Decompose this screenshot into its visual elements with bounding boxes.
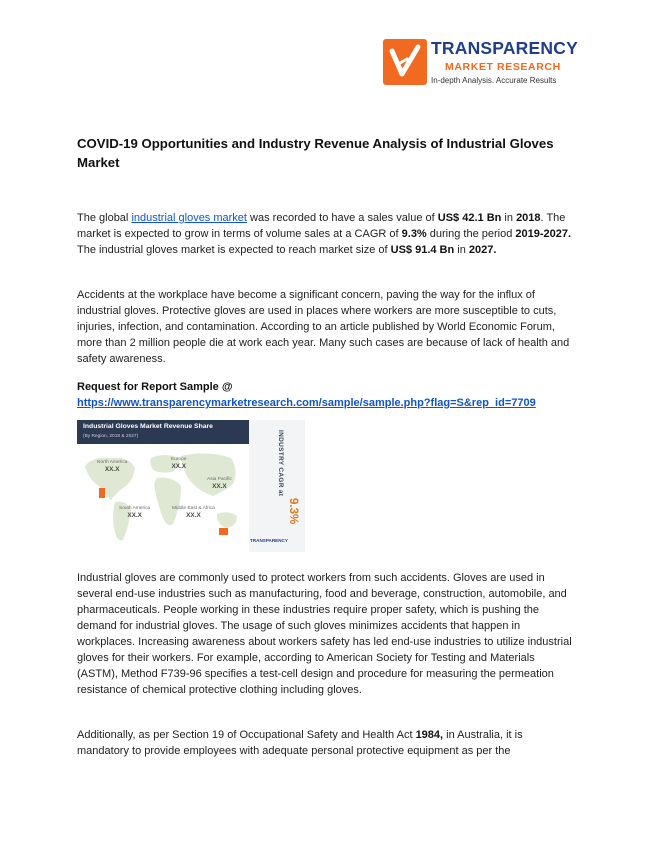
infographic-cagr: 9.3% bbox=[287, 498, 299, 525]
p1-text-2: was recorded to have a sales value of bbox=[247, 212, 438, 224]
region-value: XX.X bbox=[104, 466, 120, 473]
region-value: XX.X bbox=[186, 512, 201, 519]
p1-year: 2018 bbox=[516, 212, 541, 224]
infographic-logo: TRANSPARENCY bbox=[250, 538, 288, 543]
market-share-infographic[interactable] bbox=[77, 420, 305, 552]
logo-mark-icon bbox=[383, 39, 427, 85]
region-label: Asia Pacific bbox=[207, 477, 232, 482]
p1-cagr: 9.3% bbox=[401, 228, 427, 240]
infographic-title: Industrial Gloves Market Revenue Share bbox=[83, 423, 213, 430]
p1-target-year: 2027. bbox=[468, 244, 497, 256]
company-logo[interactable] bbox=[383, 38, 578, 90]
region-label: South America bbox=[119, 506, 151, 511]
p1-text-3: in bbox=[501, 212, 517, 224]
logo-name-line1: TRANSPARENCY bbox=[431, 38, 578, 58]
logo-name-line2: MARKET RESEARCH bbox=[445, 61, 561, 73]
request-sample-label: Request for Report Sample @ bbox=[77, 381, 233, 393]
region-label: North America bbox=[97, 460, 128, 465]
p1-text-6: The industrial gloves market is expected to reach market size of bbox=[77, 244, 391, 256]
region-south-america bbox=[119, 506, 150, 520]
region-label: Europe bbox=[171, 457, 187, 462]
region-value: XX.X bbox=[212, 483, 227, 490]
logo-tagline: In-depth Analysis. Accurate Results bbox=[431, 76, 557, 85]
region-europe bbox=[171, 457, 186, 471]
p1-market-size: US$ 91.4 Bn bbox=[390, 244, 455, 256]
p1-text-1: The global bbox=[77, 212, 132, 224]
intro-paragraph bbox=[77, 210, 577, 258]
p4-text-1: Additionally, as per Section 19 of Occupational Safety and Health Act bbox=[77, 729, 416, 741]
region-asia-pacific bbox=[207, 477, 232, 491]
p1-sales-value: US$ 42.1 Bn bbox=[437, 212, 502, 224]
region-label: Middle East & Africa bbox=[172, 506, 215, 511]
request-sample-link[interactable]: https://www.transparencymarketresearch.com/sample/sample.php?flag=S&rep_id=7709 bbox=[77, 397, 536, 409]
p4-year: 1984, bbox=[415, 729, 444, 741]
p1-text-5: during the period bbox=[426, 228, 516, 240]
accidents-paragraph: Accidents at the workplace have become a significant concern, paving the way for the influx of industrial gloves. Protective gloves are used in places where workers are more susceptible to cuts, injuries, infection, and contamination. According to an article published by World Economic Forum, more than 2 million people die at work each year. Many such cases are because of lack of health and safety awareness. bbox=[77, 289, 570, 365]
infographic-subtitle: (By Region, 2018 & 2027) bbox=[83, 434, 139, 439]
region-value: XX.X bbox=[127, 512, 142, 519]
infographic-side-text: INDUSTRY CAGR at bbox=[277, 430, 284, 497]
gloves-usage-paragraph: Industrial gloves are commonly used to protect workers from such accidents. Gloves are used in several end-use industries such as manufacturing, food and beverage, construction, automobile, and pharmaceuticals. People working in these industries require proper safety, which is pushing the demand for industrial gloves. The usage of such gloves minimizes accidents that happen in workplaces. Increasing awareness about workers safety has led end-use industries to utilize industrial gloves for their workers. For example, according to American Society for Testing and Materials (ASTM), Method F739-96 specifies a test-cell design and procedure for measuring the permeation resistance of chemical protective clothing including gloves. bbox=[77, 572, 572, 696]
ohs-act-paragraph bbox=[77, 727, 577, 759]
region-value: XX.X bbox=[171, 463, 187, 470]
page-title: COVID-19 Opportunities and Industry Revenue Analysis of Industrial Gloves Market bbox=[77, 136, 554, 170]
p1-period: 2019-2027. bbox=[515, 228, 572, 240]
p1-text-7: in bbox=[454, 244, 469, 256]
industrial-gloves-market-link[interactable]: industrial gloves market bbox=[131, 212, 247, 224]
p1-text-4: . The market is expected to grow in terms of volume sales at a CAGR of bbox=[77, 212, 566, 240]
request-sample bbox=[77, 379, 577, 411]
region-north-america bbox=[97, 460, 127, 474]
infographic-header bbox=[77, 420, 249, 444]
region-middle-east-africa bbox=[172, 506, 215, 520]
p4-text-2: in Australia, it is mandatory to provide employees with adequate personal protective equipment as per the bbox=[77, 729, 523, 757]
